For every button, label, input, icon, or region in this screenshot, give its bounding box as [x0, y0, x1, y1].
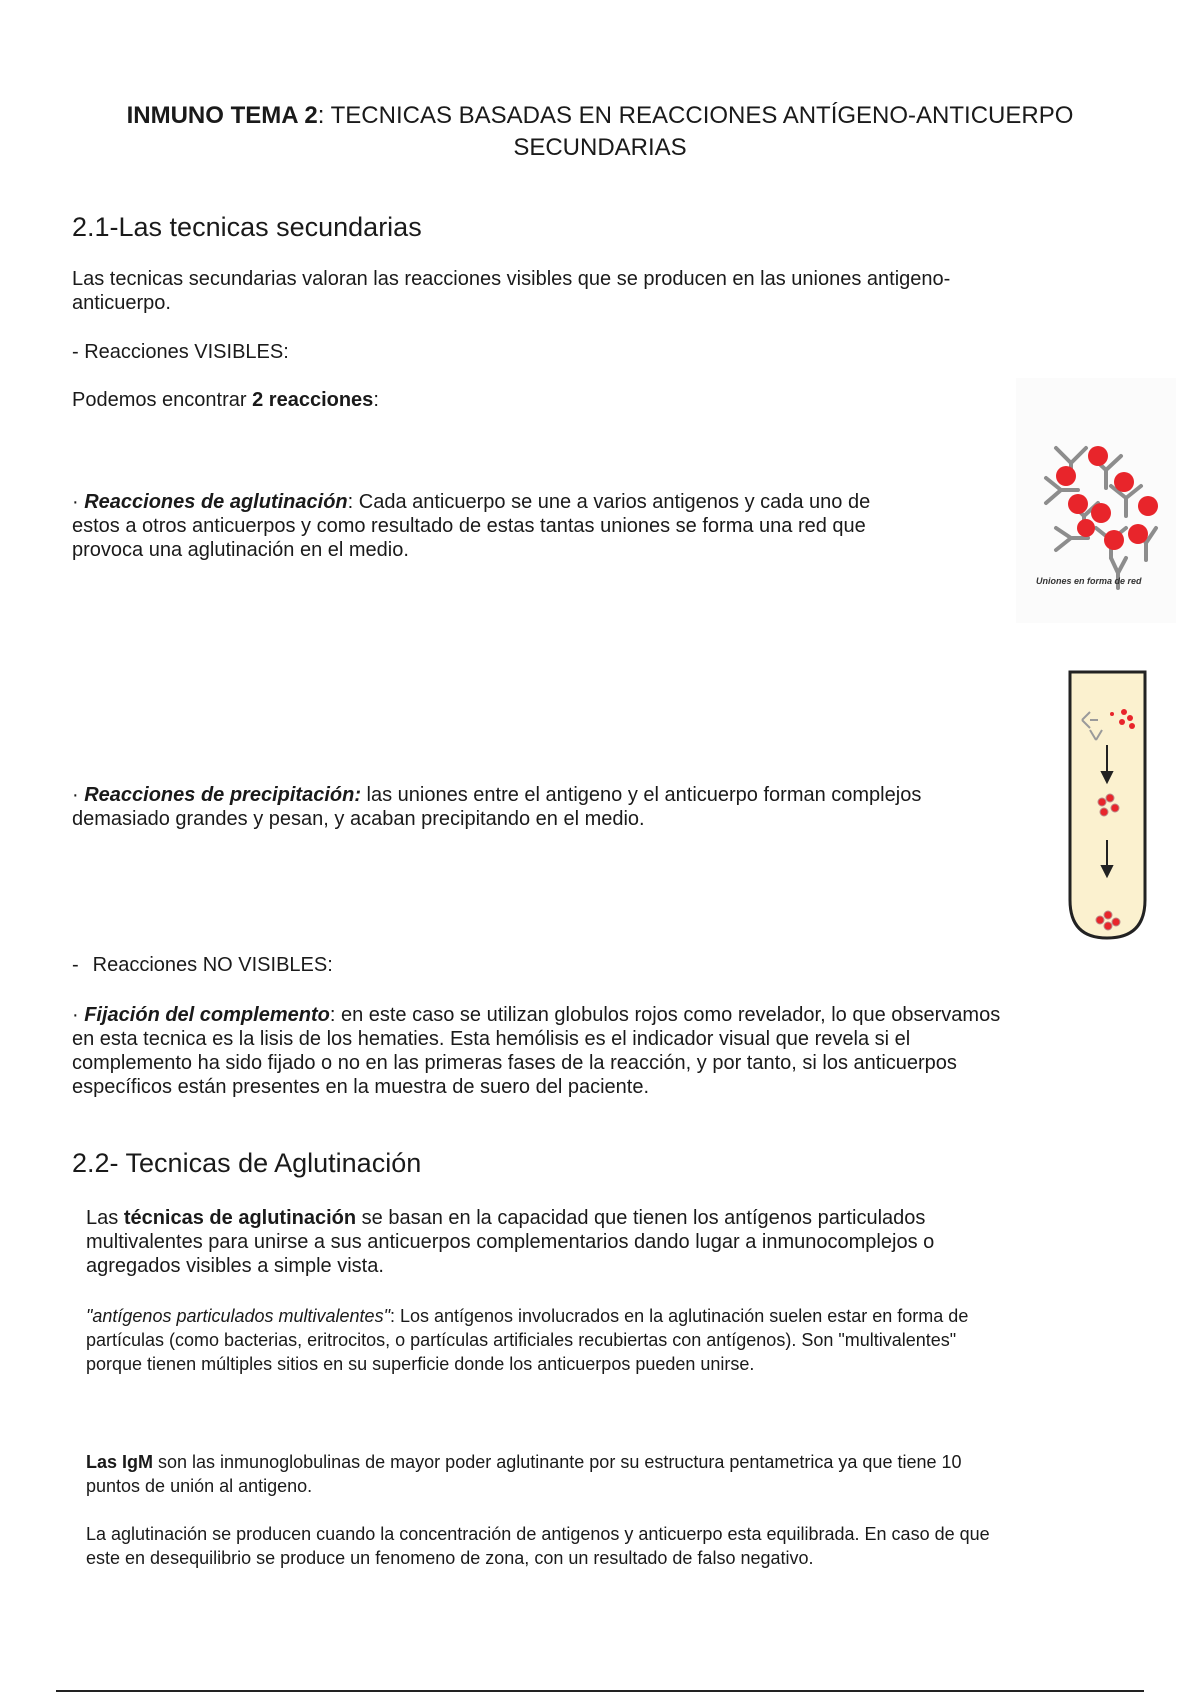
precip-line-1	[72, 783, 1032, 807]
precipitate-dot	[1096, 916, 1104, 924]
fij-line1-rest: : en este caso se utilizan globulos rojos como revelador, lo que observamos	[329, 1004, 1001, 1026]
s2-p2-line-3: porque tienen múltiples sitios en su superficie donde los anticuerpos pueden unirse.	[86, 1354, 755, 1374]
precipitate-dot	[1104, 922, 1112, 930]
title-line-1	[60, 100, 1140, 132]
bullet: ·	[72, 1004, 85, 1026]
s2-p2-line-1	[86, 1304, 1166, 1328]
dash: -	[72, 954, 79, 976]
antigen-dot	[1056, 466, 1076, 486]
section-heading-2-2: 2.2- Tecnicas de Aglutinación	[72, 1148, 422, 1178]
precip-line1-rest: las uniones entre el antigeno y el anticuerpo forman complejos	[360, 784, 922, 806]
intro-line-1: Las tecnicas secundarias valoran las reacciones visibles que se producen en las uniones antigeno-	[72, 268, 951, 290]
p1-prefix: Las	[86, 1207, 124, 1229]
s2-p4-line-2: este en desequilibrio se produce un fenomeno de zona, con un resultado de falso negativo.	[86, 1548, 814, 1568]
s2-p1-line-1	[86, 1206, 1146, 1230]
precipitate-dot	[1104, 911, 1112, 919]
antigen-dot	[1138, 496, 1158, 516]
non-visible-text: Reacciones NO VISIBLES:	[92, 954, 333, 976]
fij-line-4: específicos están presentes en la muestra de suero del paciente.	[72, 1076, 650, 1098]
reaction-count	[72, 388, 379, 412]
agglutination-techniques-paragraph	[86, 1206, 1146, 1278]
antigen-dot	[1088, 446, 1108, 466]
complex-dot	[1111, 804, 1119, 812]
aglut-line-2: estos a otros anticuerpos y como resultado de estas tantas uniones se forma una red que	[72, 515, 866, 537]
p2-line1-rest: : Los antígenos involucrados en la aglutinación suelen estar en forma de	[389, 1306, 969, 1326]
agglutination-network-figure	[1016, 378, 1176, 623]
complex-dot	[1106, 794, 1114, 802]
aglut-line-3: provoca una aglutinación en el medio.	[72, 539, 409, 561]
multivalent-antigens-note	[86, 1304, 1166, 1376]
antigen-dot	[1077, 519, 1095, 537]
p2-italic: "antígenos particulados multivalentes"	[86, 1306, 390, 1326]
antigen-dot	[1129, 723, 1135, 729]
visible-reactions-label: - Reacciones VISIBLES:	[72, 341, 289, 363]
non-visible-reactions-label	[72, 953, 333, 977]
title-rest: : TECNICAS BASADAS EN REACCIONES ANTÍGENO-ANTICUERPO	[317, 102, 1074, 129]
bullet: ·	[72, 491, 85, 513]
test-tube	[1070, 672, 1145, 938]
network-illustration	[1016, 378, 1176, 623]
precipitation-paragraph	[72, 783, 1032, 831]
precipitation-tube-figure	[1060, 670, 1180, 945]
p3-line1-rest: son las inmunoglobulinas de mayor poder aglutinante por su estructura pentametrica ya que tiene 10	[153, 1452, 962, 1472]
antigen-dot	[1114, 472, 1134, 492]
complex-dot	[1100, 808, 1108, 816]
antigen-dot	[1110, 712, 1114, 716]
page-bottom-divider	[56, 1690, 1144, 1692]
s2-p3-line-2: puntos de unión al antigeno.	[86, 1476, 313, 1496]
tube-illustration	[1060, 670, 1180, 945]
figure-caption: Uniones en forma de red	[1036, 576, 1142, 586]
precip-line-2: demasiado grandes y pesan, y acaban precipitando en el medio.	[72, 808, 645, 830]
agglutination-paragraph	[72, 490, 972, 562]
bullet: ·	[72, 784, 85, 806]
fij-line-3: complemento ha sido fijado o no en las primeras fases de la reacción, y por tanto, si los anticuerpos	[72, 1052, 957, 1074]
antigen-dot	[1121, 709, 1127, 715]
zone-phenomenon-paragraph	[86, 1522, 1176, 1570]
p3-bold: Las IgM	[86, 1452, 154, 1472]
term-precipitacion: Reacciones de precipitación:	[84, 784, 361, 806]
count-prefix: Podemos encontrar	[72, 389, 253, 411]
count-suffix: :	[373, 389, 379, 411]
s2-p1-line-2: multivalentes para unirse a sus anticuerpos complementarios dando lugar a inmunocomplejos o	[86, 1231, 935, 1253]
term-fijacion: Fijación del complemento	[84, 1004, 330, 1026]
fij-line-1	[72, 1003, 1142, 1027]
precipitate-dot	[1112, 918, 1120, 926]
antigen-dot	[1128, 524, 1148, 544]
aglut-line-1	[72, 490, 972, 514]
antigen-dot	[1104, 530, 1124, 550]
antigen-dot	[1091, 503, 1111, 523]
igm-paragraph	[86, 1450, 1166, 1498]
document-title	[60, 100, 1140, 164]
section1-intro	[72, 267, 950, 315]
complex-dot	[1098, 798, 1106, 806]
complement-fixation-paragraph	[72, 1003, 1142, 1099]
s2-p2-line-2: partículas (como bacterias, eritrocitos, o partículas artificiales recubiertas con antígenos). Son "multivalentes"	[86, 1330, 957, 1350]
intro-line-2: anticuerpo.	[72, 292, 171, 314]
count-bold: 2 reacciones	[252, 389, 374, 411]
s2-p1-line-3: agregados visibles a simple vista.	[86, 1255, 384, 1277]
title-bold: INMUNO TEMA 2	[126, 102, 318, 129]
title-line-2: SECUNDARIAS	[513, 134, 687, 161]
section-heading-2-1: 2.1-Las tecnicas secundarias	[72, 212, 422, 242]
s2-p3-line-1	[86, 1450, 1166, 1474]
fij-line-2: en esta tecnica es la lisis de los hematies. Esta hemólisis es el indicador visual que revela si el	[72, 1028, 911, 1050]
term-aglutinacion: Reacciones de aglutinación	[84, 491, 348, 513]
antigen-dot	[1119, 719, 1125, 725]
aglut-line1-rest: : Cada anticuerpo se une a varios antigenos y cada uno de	[347, 491, 871, 513]
antigen-dot	[1127, 715, 1133, 721]
antigen-dot	[1068, 494, 1088, 514]
p1-bold: técnicas de aglutinación	[123, 1207, 357, 1229]
p1-line1-rest: se basan en la capacidad que tienen los antígenos particulados	[356, 1207, 926, 1229]
s2-p4-line-1: La aglutinación se producen cuando la concentración de antigenos y anticuerpo esta equilibrada. En caso de que	[86, 1524, 990, 1544]
